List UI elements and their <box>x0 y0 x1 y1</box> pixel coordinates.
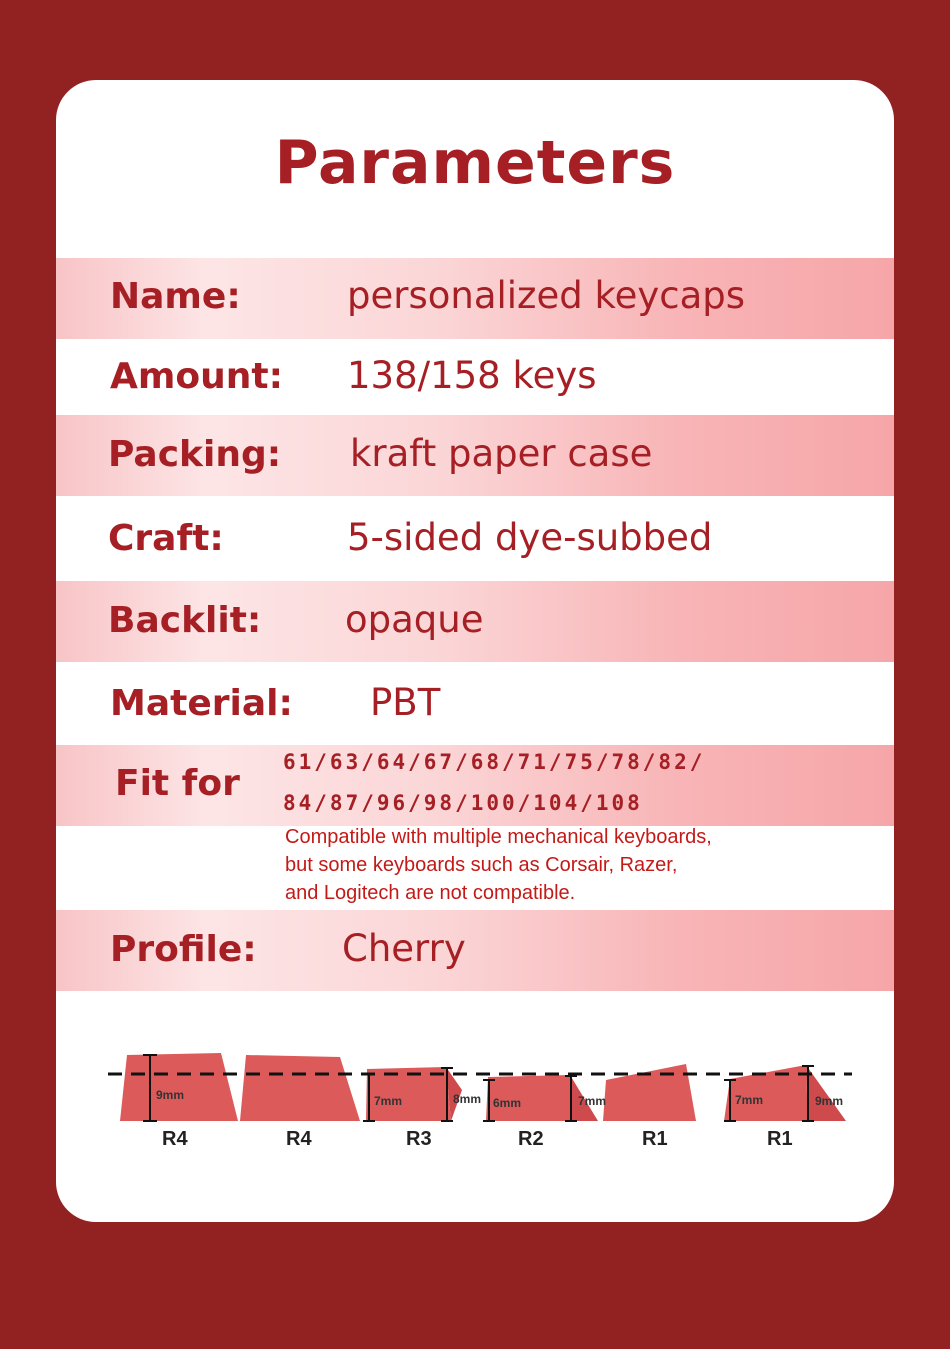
material-label: Material: <box>110 683 293 724</box>
row-label-r3: R3 <box>406 1128 432 1150</box>
profile-label: Profile: <box>110 929 257 970</box>
fit-label: Fit for <box>115 763 240 804</box>
craft-value: 5-sided dye-subbed <box>347 516 713 559</box>
compat-note-line1: Compatible with multiple mechanical keyboards, <box>285 826 712 848</box>
fit-models-line1: 61/63/64/67/68/71/75/78/82/ <box>283 750 706 774</box>
fit-models-line2: 84/87/96/98/100/104/108 <box>283 791 643 815</box>
material-value: PBT <box>370 681 441 724</box>
profile-value: Cherry <box>342 927 466 970</box>
page-title: Parameters <box>274 128 676 198</box>
craft-label: Craft: <box>108 518 224 559</box>
height-label-r3: 7mm <box>374 1094 403 1108</box>
row-label-r4-b: R4 <box>286 1128 312 1150</box>
row-label-r1-a: R1 <box>642 1128 668 1150</box>
amount-label: Amount: <box>110 356 283 397</box>
keycap-r4-b <box>240 1055 360 1121</box>
packing-label: Packing: <box>108 434 282 475</box>
height-label-r4: 9mm <box>156 1088 185 1102</box>
height-label-r1: 7mm <box>735 1093 764 1107</box>
name-label: Name: <box>110 276 241 317</box>
height-label-r2: 6mm <box>493 1096 522 1110</box>
compat-note-line3: and Logitech are not compatible. <box>285 882 576 904</box>
packing-value: kraft paper case <box>350 432 653 475</box>
backlit-value: opaque <box>345 598 484 641</box>
row-label-r4-a: R4 <box>162 1128 188 1150</box>
height-label-r3-b: 8mm <box>453 1092 482 1106</box>
name-value: personalized keycaps <box>347 274 746 317</box>
keycap-r4-a <box>120 1053 238 1121</box>
row-label-r1-b: R1 <box>767 1128 793 1150</box>
amount-value: 138/158 keys <box>347 354 597 397</box>
backlit-label: Backlit: <box>108 600 262 641</box>
height-label-r2-b: 7mm <box>578 1094 607 1108</box>
compat-note-line2: but some keyboards such as Corsair, Razer, <box>285 854 678 876</box>
row-label-r2: R2 <box>518 1128 544 1150</box>
height-label-r1-b: 9mm <box>815 1094 844 1108</box>
